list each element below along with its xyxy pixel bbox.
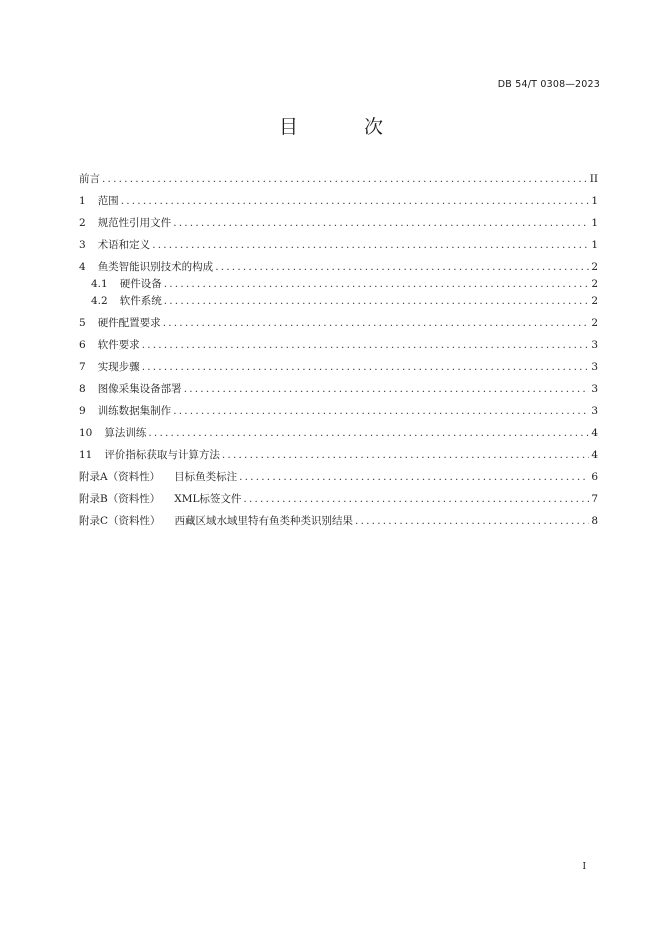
toc-entry-label: 术语和定义 [97,239,151,251]
toc-entry[interactable] [79,260,598,274]
toc-entry-label: 目标鱼类标注 [174,471,238,483]
toc-entry-label: 前言 [79,173,100,185]
document-code: DB 54/T 0308—2023 [497,79,600,90]
toc-leader-dots [173,404,589,418]
toc-entry-label: 软件系统 [119,295,162,307]
toc-entry-number: 11 [79,449,93,461]
toc-entry-number: 附录B（资料性） [79,493,161,505]
toc-leader-dots [355,514,589,528]
toc-entry-number: 4.1 [91,278,108,290]
toc-entry-label: 实现步骤 [97,361,140,373]
toc-entry-page: 8 [591,515,598,527]
toc-entry-label: 图像采集设备部署 [97,383,182,395]
toc-entry-page: 1 [591,195,598,207]
toc-entry-page: 7 [591,493,598,505]
toc-leader-dots [102,172,588,186]
footer-page-number: I [582,862,586,872]
toc-entry[interactable] [79,382,598,396]
toc-entry-number: 2 [79,217,86,229]
toc-entry[interactable] [79,360,598,374]
toc-entry-page: II [589,173,598,185]
toc-entry[interactable] [79,294,598,308]
toc-entry-page: 6 [591,471,598,483]
toc-entry-label: 软件要求 [97,339,140,351]
toc-entry-label: 算法训练 [104,427,147,439]
toc-entry[interactable] [79,316,598,330]
toc-leader-dots [173,216,589,230]
toc-entry-page: 4 [591,449,598,461]
toc-entry[interactable] [79,448,598,462]
toc-entry-label: 规范性引用文件 [97,217,172,229]
toc-entry[interactable] [79,492,598,506]
toc-entry-page: 3 [591,361,598,373]
toc-entry-label: XML标签文件 [174,493,242,505]
toc-entry-label: 鱼类智能识别技术的构成 [97,261,214,273]
toc-entry-number: 1 [79,195,86,207]
toc-entry-number: 10 [79,427,93,439]
toc-leader-dots [184,382,590,396]
toc-leader-dots [215,260,589,274]
toc-entry-label: 硬件配置要求 [97,317,161,329]
toc-entry[interactable] [79,514,598,528]
toc-entry-label: 硬件设备 [119,278,162,290]
toc-entry[interactable] [79,277,598,291]
toc-entry[interactable] [79,426,598,440]
toc-entry-number: 8 [79,383,86,395]
toc-entry-page: 3 [591,383,598,395]
toc-entry-number: 4 [79,261,86,273]
toc-entry[interactable] [79,172,598,186]
toc-leader-dots [239,470,589,484]
toc-leader-dots [142,360,590,374]
toc-leader-dots [142,338,590,352]
toc-entry-page: 4 [591,427,598,439]
toc-leader-dots [243,492,589,506]
toc-entry-number: 附录A（资料性） [79,471,161,483]
toc-entry-number: 6 [79,339,86,351]
toc-entry-label: 范围 [97,195,119,207]
toc-leader-dots [164,277,590,291]
toc-leader-dots [148,426,589,440]
table-of-contents [79,172,598,528]
toc-entry-number: 附录C（资料性） [79,515,161,527]
toc-entry-page: 1 [591,217,598,229]
toc-entry-page: 3 [591,339,598,351]
toc-entry-label: 评价指标获取与计算方法 [104,449,220,461]
toc-entry-page: 2 [591,295,598,307]
toc-entry-page: 2 [591,278,598,290]
toc-entry[interactable] [79,470,598,484]
toc-leader-dots [222,448,589,462]
toc-entry-number: 7 [79,361,86,373]
toc-entry[interactable] [79,238,598,252]
toc-leader-dots [163,316,590,330]
toc-entry-page: 3 [591,405,598,417]
toc-entry-number: 3 [79,239,86,251]
toc-entry[interactable] [79,216,598,230]
toc-entry-page: 2 [591,317,598,329]
toc-entry-number: 5 [79,317,86,329]
toc-entry-page: 1 [591,239,598,251]
toc-entry-label: 训练数据集制作 [97,405,172,417]
toc-leader-dots [152,238,589,252]
page-title: 目 次 [278,116,414,138]
toc-entry-label: 西藏区域水域里特有鱼类种类识别结果 [174,515,354,527]
toc-entry[interactable] [79,338,598,352]
toc-leader-dots [121,194,590,208]
toc-entry[interactable] [79,404,598,418]
toc-entry[interactable] [79,194,598,208]
toc-leader-dots [164,294,590,308]
toc-entry-number: 4.2 [91,295,108,307]
toc-entry-number: 9 [79,405,86,417]
toc-entry-page: 2 [591,261,598,273]
